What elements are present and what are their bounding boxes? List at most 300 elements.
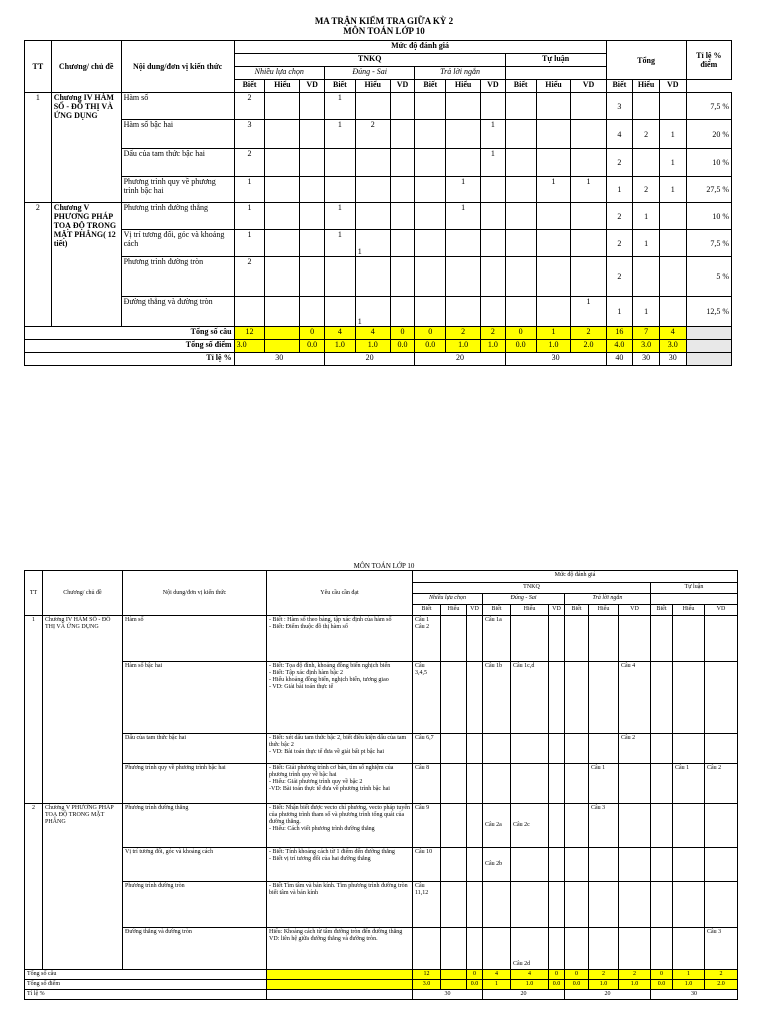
total-row [25,340,732,353]
content-unit: Hàm số bậc hai [121,120,234,149]
spec-header-noidung: Nội dung/đơn vị kiến thức [123,571,267,616]
chapter-number: 1 [25,93,52,203]
spec-total-cell: 12 [413,970,441,980]
header-level-biet: Biết [606,80,633,93]
spec-total-cell: 0 [549,970,565,980]
spec-cell [441,616,467,662]
spec-ratio-group: 20 [483,990,565,1000]
spec-cell [589,882,619,928]
total-cell: 4.0 [606,340,633,353]
spec-total-cell: 2 [589,970,619,980]
ratio-group: 30 [505,353,606,366]
matrix-cell [505,93,536,120]
matrix-cell: 1 [234,177,265,203]
total-cell: 7 [633,327,660,340]
spec-content-unit: Phương trình quy về phương trình bậc hai [123,764,267,804]
matrix-cell [481,257,506,297]
spec-cell: Câu 6,7 [413,734,441,764]
matrix-title-line1: MA TRẬN KIỂM TRA GIỮA KỲ 2 [314,16,454,26]
matrix-cell [265,203,300,230]
spec-cell [549,734,565,764]
matrix-cell: 1 [234,230,265,257]
ratio-row [25,353,732,366]
header-ds: Đúng - Sai [324,67,414,80]
matrix-cell [324,297,355,327]
spec-cell [651,662,673,734]
matrix-cell [659,230,686,257]
ratio-group: 20 [415,353,505,366]
spec-cell [511,616,549,662]
spec-total-cell: 0.0 [565,980,589,990]
spec-cell: Câu 3 [589,804,619,848]
spec-total-row [25,970,738,980]
spec-content-unit: Dấu của tam thức bậc hai [123,734,267,764]
requirement-line: -VD: Bài toán thực tế đưa về phương trình bậc hai [269,786,390,792]
requirement-line: Hiểu: Khoảng cách từ tâm đường tròn đến đường thẳng [269,929,403,935]
matrix-cell [390,177,415,203]
spec-header-tnkq: TNKQ [413,583,651,594]
matrix-row [25,230,732,257]
spec-level-vd: VD [467,605,483,616]
ratio-total: 30 [633,353,660,366]
spec-cell: Câu 2a [483,804,511,848]
matrix-cell: 2 [234,257,265,297]
spec-row [25,734,738,764]
matrix-title-line2: MÔN TOÁN LỚP 10 [343,26,425,36]
total-cell: 0.0 [415,340,446,353]
spec-cell: Câu 8 [413,764,441,804]
matrix-cell: 2 [633,120,660,149]
spec-cell [511,764,549,804]
matrix-cell: 2 [633,177,660,203]
matrix-cell [390,149,415,177]
total-cell [686,327,731,340]
spec-cell [549,928,565,970]
spec-total-cell: 2 [619,970,651,980]
matrix-cell [505,230,536,257]
header-level-hieu: Hiểu [446,80,481,93]
spec-cell: Câu 2 [619,734,651,764]
total-row [25,327,732,340]
spec-cell: Câu 1a [483,616,511,662]
ratio-group: 20 [324,353,414,366]
spec-total-cell: 1 [673,970,705,980]
requirement-line: - Hiểu khoảng đồng biến, nghịch biến, tương giao [269,677,389,683]
matrix-cell: 27,5 % [686,177,731,203]
total-cell: 4 [355,327,390,340]
spec-row [25,928,738,970]
matrix-cell: 2 [606,149,633,177]
matrix-cell: 1 [606,297,633,327]
spec-content-unit: Vị trí tương đối, góc và khoảng cách [123,848,267,882]
spec-requirement [267,928,413,970]
spec-content-unit: Đường thẳng và đường tròn [123,928,267,970]
spec-cell [441,804,467,848]
spec-level-hieu: Hiểu [589,605,619,616]
spec-row [25,848,738,882]
spec-cell [589,928,619,970]
spec-cell [673,662,705,734]
header-noidung: Nội dung/đơn vị kiến thức [121,41,234,93]
spec-cell [673,734,705,764]
matrix-cell [505,120,536,149]
matrix-cell [571,203,606,230]
spec-total-cell: 0.0 [549,980,565,990]
spec-cell [589,662,619,734]
matrix-cell [571,120,606,149]
spec-cell: Câu 2b [483,848,511,882]
spec-content-unit: Phương trình đường tròn [123,882,267,928]
matrix-cell [415,297,446,327]
total-cell: 0 [390,327,415,340]
spec-chapter-name: Chương V PHƯƠNG PHÁP TOẠ ĐỘ TRONG MẶT PHẲNG [43,804,123,970]
header-level-vd: VD [481,80,506,93]
total-cell [265,340,300,353]
spec-cell [483,734,511,764]
spec-level-biet: Biết [413,605,441,616]
spec-row [25,882,738,928]
requirement-line: - Biết: Tọa độ đỉnh, khoảng đồng biến nghịch biến [269,663,391,669]
matrix-cell [300,297,325,327]
spec-requirement [267,734,413,764]
spec-cell [483,764,511,804]
spec-cell [549,616,565,662]
matrix-cell [659,203,686,230]
matrix-cell: 2 [606,203,633,230]
spec-cell [651,804,673,848]
matrix-cell: 1 [355,230,390,257]
matrix-cell [446,93,481,120]
spec-header-mucdo: Mức độ đánh giá [413,571,738,583]
matrix-cell [571,257,606,297]
spec-content-unit: Hàm số [123,616,267,662]
matrix-cell: 1 [536,177,571,203]
matrix-cell [265,177,300,203]
spec-requirement [267,882,413,928]
matrix-cell [415,177,446,203]
matrix-cell: 1 [606,177,633,203]
matrix-cell [481,177,506,203]
spec-ratio-group: 20 [565,990,651,1000]
matrix-cell: 1 [481,149,506,177]
requirement-line: - Biết: Tính khoảng cách từ 1 điểm đến đường thẳng [269,849,395,855]
spec-cell [483,928,511,970]
matrix-cell: 2 [234,149,265,177]
content-unit: Đường thẳng và đường tròn [121,297,234,327]
matrix-cell [481,297,506,327]
spec-total-cell: 0 [651,970,673,980]
spec-requirement [267,616,413,662]
spec-cell [619,882,651,928]
total-cell: 0 [300,327,325,340]
requirement-line: - Biết: Tập xác định hàm bậc 2 [269,670,344,676]
spec-total-cell: 4 [511,970,549,980]
total-label: Tổng số điểm [25,340,235,353]
total-cell: 2.0 [571,340,606,353]
matrix-cell [234,297,265,327]
matrix-cell: 10 % [686,203,731,230]
total-cell: 3.0 [659,340,686,353]
total-cell: 1.0 [355,340,390,353]
matrix-cell [300,203,325,230]
spec-chapter-number: 2 [25,804,43,970]
matrix-cell [390,297,415,327]
spec-total-cell: 1.0 [673,980,705,990]
matrix-cell [390,120,415,149]
spec-cell [565,804,589,848]
total-cell [265,327,300,340]
spec-cell [441,928,467,970]
matrix-cell [324,149,355,177]
spec-cell [705,848,738,882]
spec-cell [467,804,483,848]
spec-cell: Câu 4 [619,662,651,734]
spec-cell [467,882,483,928]
spec-cell [441,882,467,928]
chapter-number: 2 [25,203,52,327]
spec-cell [673,928,705,970]
total-cell: 3.0 [633,340,660,353]
spec-cell [651,764,673,804]
spec-cell: Câu 1 Câu 2 [413,616,441,662]
spec-cell: Câu 1c,d [511,662,549,734]
matrix-cell: 1 [481,120,506,149]
requirement-line: - Hiểu: Giải phương trình quy về bậc 2 [269,779,363,785]
spec-cell [549,882,565,928]
spec-level-vd: VD [619,605,651,616]
spec-row [25,804,738,848]
matrix-cell [355,257,390,297]
spec-cell [441,734,467,764]
spec-cell [467,928,483,970]
matrix-cell: 1 [446,177,481,203]
content-unit: Phương trình đường thẳng [121,203,234,230]
spec-total-label: Tổng số câu [25,970,267,980]
matrix-cell: 1 [324,230,355,257]
matrix-cell [300,120,325,149]
spec-total-cell [441,970,467,980]
total-cell: 0 [505,327,536,340]
spec-cell [651,616,673,662]
spec-level-hieu: Hiểu [673,605,705,616]
spec-cell [511,848,549,882]
matrix-cell [633,149,660,177]
matrix-cell: 1 [355,297,390,327]
matrix-cell [355,93,390,120]
spec-cell [705,662,738,734]
spec-cell [619,616,651,662]
spec-cell [467,662,483,734]
spec-header-tln: Trả lời ngắn [565,594,651,605]
matrix-cell: 1 [324,93,355,120]
content-unit: Phương trình quy về phương trình bậc hai [121,177,234,203]
spec-total-yellow [267,970,413,980]
spec-header-tuluan: Tự luận [651,583,738,594]
content-unit: Hàm số [121,93,234,120]
spec-total-cell: 1.0 [589,980,619,990]
spec-level-biet: Biết [565,605,589,616]
header-mucdo: Mức độ đánh giá [234,41,606,54]
matrix-cell: 10 % [686,149,731,177]
total-cell: 16 [606,327,633,340]
matrix-cell [571,93,606,120]
header-level-vd: VD [659,80,686,93]
matrix-cell [265,230,300,257]
spec-ratio-empty [267,990,413,1000]
header-level-hieu: Hiểu [355,80,390,93]
matrix-cell [505,177,536,203]
matrix-cell [355,203,390,230]
matrix-cell [505,149,536,177]
spec-cell: Câu 1 [589,764,619,804]
matrix-cell [481,230,506,257]
spec-chapter-name: Chương IV HÀM SỐ - ĐỒ THỊ VÀ ỨNG DỤNG [43,616,123,804]
matrix-cell: 1 [446,203,481,230]
content-unit: Phương trình đường tròn [121,257,234,297]
spec-cell [565,882,589,928]
spec-requirement [267,804,413,848]
spec-cell [705,734,738,764]
matrix-cell: 7,5 % [686,93,731,120]
total-cell: 1.0 [324,340,355,353]
spec-cell [565,616,589,662]
spec-cell [467,616,483,662]
content-unit: Vị trí tương đối, góc và khoảng cách [121,230,234,257]
matrix-cell: 5 % [686,257,731,297]
matrix-table [24,40,732,366]
ratio-total: 40 [606,353,633,366]
matrix-cell: 3 [234,120,265,149]
spec-cell [673,882,705,928]
spec-cell [619,848,651,882]
spec-cell [565,928,589,970]
matrix-cell [446,149,481,177]
spec-total-cell: 2.0 [705,980,738,990]
spec-requirement [267,848,413,882]
header-nlc: Nhiều lựa chọn [234,67,324,80]
header-level-vd: VD [390,80,415,93]
matrix-cell [324,177,355,203]
total-cell: 2 [481,327,506,340]
header-tln: Trả lời ngắn [415,67,505,80]
spec-header-yeucau: Yêu cầu cần đạt [267,571,413,616]
spec-cell [619,804,651,848]
header-level-hieu: Hiểu [265,80,300,93]
matrix-cell [415,120,446,149]
matrix-cell: 20 % [686,120,731,149]
matrix-cell: 1 [324,203,355,230]
matrix-cell [536,297,571,327]
spec-total-cell: 1.0 [619,980,651,990]
spec-ratio-group: 30 [413,990,483,1000]
spec-cell [467,848,483,882]
requirement-line: - Biết: xét dấu tam thức bậc 2, biết điều kiện dấu của tam thức bậc 2 [269,735,407,748]
matrix-cell: 1 [571,297,606,327]
spec-ratio-row [25,990,738,1000]
requirement-line: VD: liên hệ giữa đường thẳng và đường tròn. [269,936,378,942]
spec-cell [651,734,673,764]
spec-cell [467,764,483,804]
requirement-line: - Biết: Giải phương trình cơ bản, tìm số nghiệm của phương trình quy về bậc hai [269,765,394,778]
matrix-cell [505,297,536,327]
spec-total-row [25,980,738,990]
spec-requirement [267,764,413,804]
spec-cell [651,882,673,928]
spec-total-label: Tổng số điểm [25,980,267,990]
spec-level-biet: Biết [651,605,673,616]
spec-content-unit: Phương trình đường thẳng [123,804,267,848]
total-cell: 2 [571,327,606,340]
matrix-cell: 2 [234,93,265,120]
spec-level-hieu: Hiểu [511,605,549,616]
matrix-cell [300,177,325,203]
total-label: Tổng số câu [25,327,235,340]
matrix-cell: 7,5 % [686,230,731,257]
matrix-cell: 2 [355,120,390,149]
spec-total-cell: 0 [467,970,483,980]
matrix-cell [390,230,415,257]
matrix-row [25,203,732,230]
header-tnkq: TNKQ [234,54,505,67]
total-cell: 1.0 [536,340,571,353]
spec-header-tt: TT [25,571,43,616]
total-cell [686,340,731,353]
matrix-cell [300,149,325,177]
spec-cell [565,848,589,882]
ratio-label: Tỉ lệ % [25,353,235,366]
spec-cell: Câu 3 [705,928,738,970]
header-level-hieu: Hiểu [633,80,660,93]
spec-cell [441,848,467,882]
total-cell: 1.0 [446,340,481,353]
matrix-cell [415,93,446,120]
spec-cell [467,734,483,764]
spec-cell [589,734,619,764]
spec-content-unit: Hàm số bậc hai [123,662,267,734]
matrix-cell [390,93,415,120]
spec-level-vd: VD [549,605,565,616]
spec-total-yellow [267,980,413,990]
spec-total-cell: 4 [483,970,511,980]
matrix-cell: 2 [606,257,633,297]
ratio-group: 30 [234,353,324,366]
matrix-cell: 4 [606,120,633,149]
spec-cell [705,616,738,662]
spec-cell [619,928,651,970]
total-cell: 1.0 [481,340,506,353]
spec-total-cell: 1.0 [511,980,549,990]
spec-cell: Câu 9 [413,804,441,848]
spec-cell [549,804,565,848]
spec-cell: Câu 2 [705,764,738,804]
content-unit: Dấu của tam thức bậc hai [121,149,234,177]
header-tt: TT [25,41,52,93]
requirement-line: - Biết: Nhận biết được vecto chỉ phương, vecto pháp tuyến của phương trình tham số và phương trình tổng quát của đường thẳng. [269,805,410,825]
matrix-cell [446,120,481,149]
total-cell: 0.0 [300,340,325,353]
matrix-cell [481,203,506,230]
spec-cell [705,804,738,848]
matrix-cell: 1 [633,230,660,257]
header-level-biet: Biết [324,80,355,93]
spec-title: MÔN TOÁN LỚP 10 [353,562,415,570]
spec-row [25,662,738,734]
spec-cell: Câu 1 [673,764,705,804]
matrix-cell: 1 [633,297,660,327]
matrix-cell [415,230,446,257]
spec-total-cell: 0.0 [651,980,673,990]
spec-cell [413,928,441,970]
